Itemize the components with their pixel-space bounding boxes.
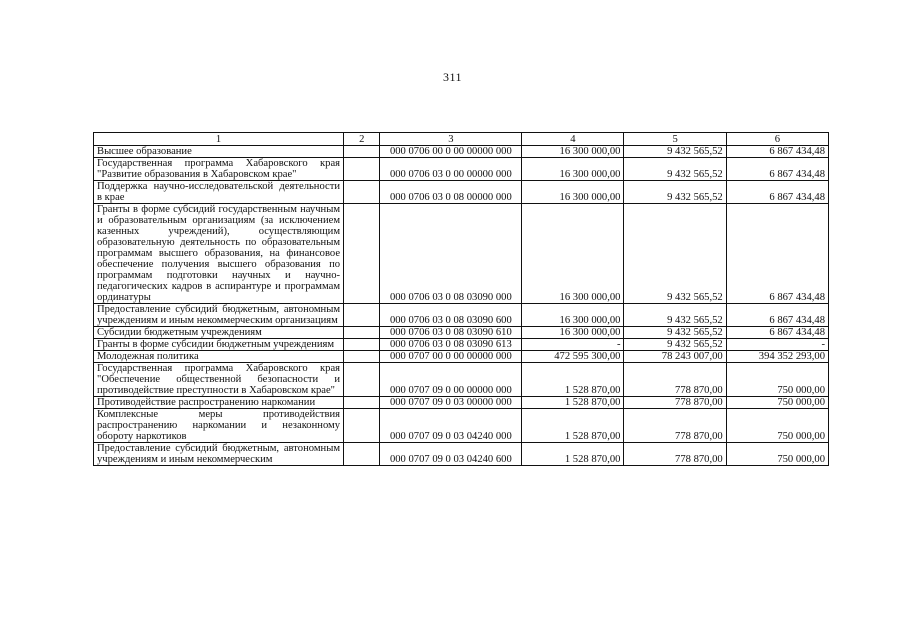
row-value-6: 750 000,00 — [726, 443, 828, 466]
row-code: 000 0707 09 0 00 00000 000 — [380, 363, 522, 397]
row-col2 — [344, 443, 380, 466]
row-value-5: 9 432 565,52 — [624, 181, 726, 204]
row-col2 — [344, 204, 380, 304]
row-value-4: 16 300 000,00 — [522, 158, 624, 181]
table-row — [94, 443, 829, 466]
row-value-4: 16 300 000,00 — [522, 146, 624, 158]
row-value-6: 6 867 434,48 — [726, 181, 828, 204]
row-value-4: 1 528 870,00 — [522, 443, 624, 466]
row-value-6: 6 867 434,48 — [726, 304, 828, 327]
row-code: 000 0706 03 0 00 00000 000 — [380, 158, 522, 181]
row-value-4: - — [522, 339, 624, 351]
row-code: 000 0707 09 0 03 04240 600 — [380, 443, 522, 466]
row-value-4: 16 300 000,00 — [522, 304, 624, 327]
column-header: 6 — [726, 133, 828, 146]
column-header: 1 — [94, 133, 344, 146]
row-name: Молодежная политика — [94, 351, 344, 363]
row-name: Высшее образование — [94, 146, 344, 158]
row-col2 — [344, 409, 380, 443]
row-code: 000 0707 09 0 03 04240 000 — [380, 409, 522, 443]
table-row — [94, 304, 829, 327]
row-code: 000 0706 03 0 08 00000 000 — [380, 181, 522, 204]
row-col2 — [344, 181, 380, 204]
row-col2 — [344, 351, 380, 363]
table-row — [94, 409, 829, 443]
table-row — [94, 363, 829, 397]
row-name: Комплексные меры противодействия распространению наркомании и незаконному обороту наркотиков — [94, 409, 344, 443]
row-value-5: 778 870,00 — [624, 363, 726, 397]
table-row — [94, 339, 829, 351]
row-value-6: - — [726, 339, 828, 351]
table-row — [94, 204, 829, 304]
column-header: 3 — [380, 133, 522, 146]
row-value-5: 9 432 565,52 — [624, 204, 726, 304]
budget-table — [93, 132, 829, 466]
table-row — [94, 327, 829, 339]
row-value-4: 472 595 300,00 — [522, 351, 624, 363]
row-value-4: 1 528 870,00 — [522, 409, 624, 443]
row-value-6: 6 867 434,48 — [726, 327, 828, 339]
row-name: Государственная программа Хабаровского края "Развитие образования в Хабаровском крае" — [94, 158, 344, 181]
row-value-4: 1 528 870,00 — [522, 397, 624, 409]
row-value-5: 778 870,00 — [624, 443, 726, 466]
row-value-6: 750 000,00 — [726, 397, 828, 409]
row-code: 000 0706 03 0 08 03090 613 — [380, 339, 522, 351]
row-col2 — [344, 158, 380, 181]
row-value-5: 778 870,00 — [624, 397, 726, 409]
row-value-5: 9 432 565,52 — [624, 339, 726, 351]
row-name: Государственная программа Хабаровского края "Обеспечение общественной безопасности и противодействие преступности в Хабаровском крае" — [94, 363, 344, 397]
row-name: Субсидии бюджетным учреждениям — [94, 327, 344, 339]
row-col2 — [344, 304, 380, 327]
row-value-5: 78 243 007,00 — [624, 351, 726, 363]
row-name: Гранты в форме субсидии бюджетным учреждениям — [94, 339, 344, 351]
row-code: 000 0706 03 0 08 03090 600 — [380, 304, 522, 327]
row-value-4: 16 300 000,00 — [522, 327, 624, 339]
row-name: Противодействие распространению наркомании — [94, 397, 344, 409]
row-value-4: 1 528 870,00 — [522, 363, 624, 397]
table-row — [94, 146, 829, 158]
header-row — [94, 133, 829, 146]
row-code: 000 0706 00 0 00 00000 000 — [380, 146, 522, 158]
table-row — [94, 397, 829, 409]
row-value-6: 750 000,00 — [726, 409, 828, 443]
row-value-6: 394 352 293,00 — [726, 351, 828, 363]
table-row — [94, 351, 829, 363]
row-col2 — [344, 397, 380, 409]
row-code: 000 0707 09 0 03 00000 000 — [380, 397, 522, 409]
row-name: Предоставление субсидий бюджетным, автономным учреждениям и иным некоммерческим организациям — [94, 304, 344, 327]
row-value-5: 778 870,00 — [624, 409, 726, 443]
row-code: 000 0706 03 0 08 03090 000 — [380, 204, 522, 304]
column-header: 4 — [522, 133, 624, 146]
row-value-4: 16 300 000,00 — [522, 181, 624, 204]
table-row — [94, 158, 829, 181]
row-code: 000 0707 00 0 00 00000 000 — [380, 351, 522, 363]
row-col2 — [344, 339, 380, 351]
row-col2 — [344, 146, 380, 158]
row-value-5: 9 432 565,52 — [624, 327, 726, 339]
row-value-6: 750 000,00 — [726, 363, 828, 397]
row-code: 000 0706 03 0 08 03090 610 — [380, 327, 522, 339]
row-col2 — [344, 363, 380, 397]
page-number: 311 — [442, 70, 463, 84]
row-name: Гранты в форме субсидий государственным научным и образовательным организациям (за исключением казенных учреждений), осуществляющим образовательную деятельность по образовательным программам высшего образования, на финансовое обеспечение получения высшего образования по программам подготовки научных и научно-педагогических кадров в аспирантуре и программам ординатуры — [94, 204, 344, 304]
row-col2 — [344, 327, 380, 339]
table-row — [94, 181, 829, 204]
row-value-6: 6 867 434,48 — [726, 146, 828, 158]
row-name: Поддержка научно-исследовательской деятельности в крае — [94, 181, 344, 204]
row-value-5: 9 432 565,52 — [624, 146, 726, 158]
row-name: Предоставление субсидий бюджетным, автономным учреждениям и иным некоммерческим — [94, 443, 344, 466]
row-value-4: 16 300 000,00 — [522, 204, 624, 304]
row-value-5: 9 432 565,52 — [624, 304, 726, 327]
row-value-5: 9 432 565,52 — [624, 158, 726, 181]
row-value-6: 6 867 434,48 — [726, 158, 828, 181]
column-header: 2 — [344, 133, 380, 146]
row-value-6: 6 867 434,48 — [726, 204, 828, 304]
column-header: 5 — [624, 133, 726, 146]
